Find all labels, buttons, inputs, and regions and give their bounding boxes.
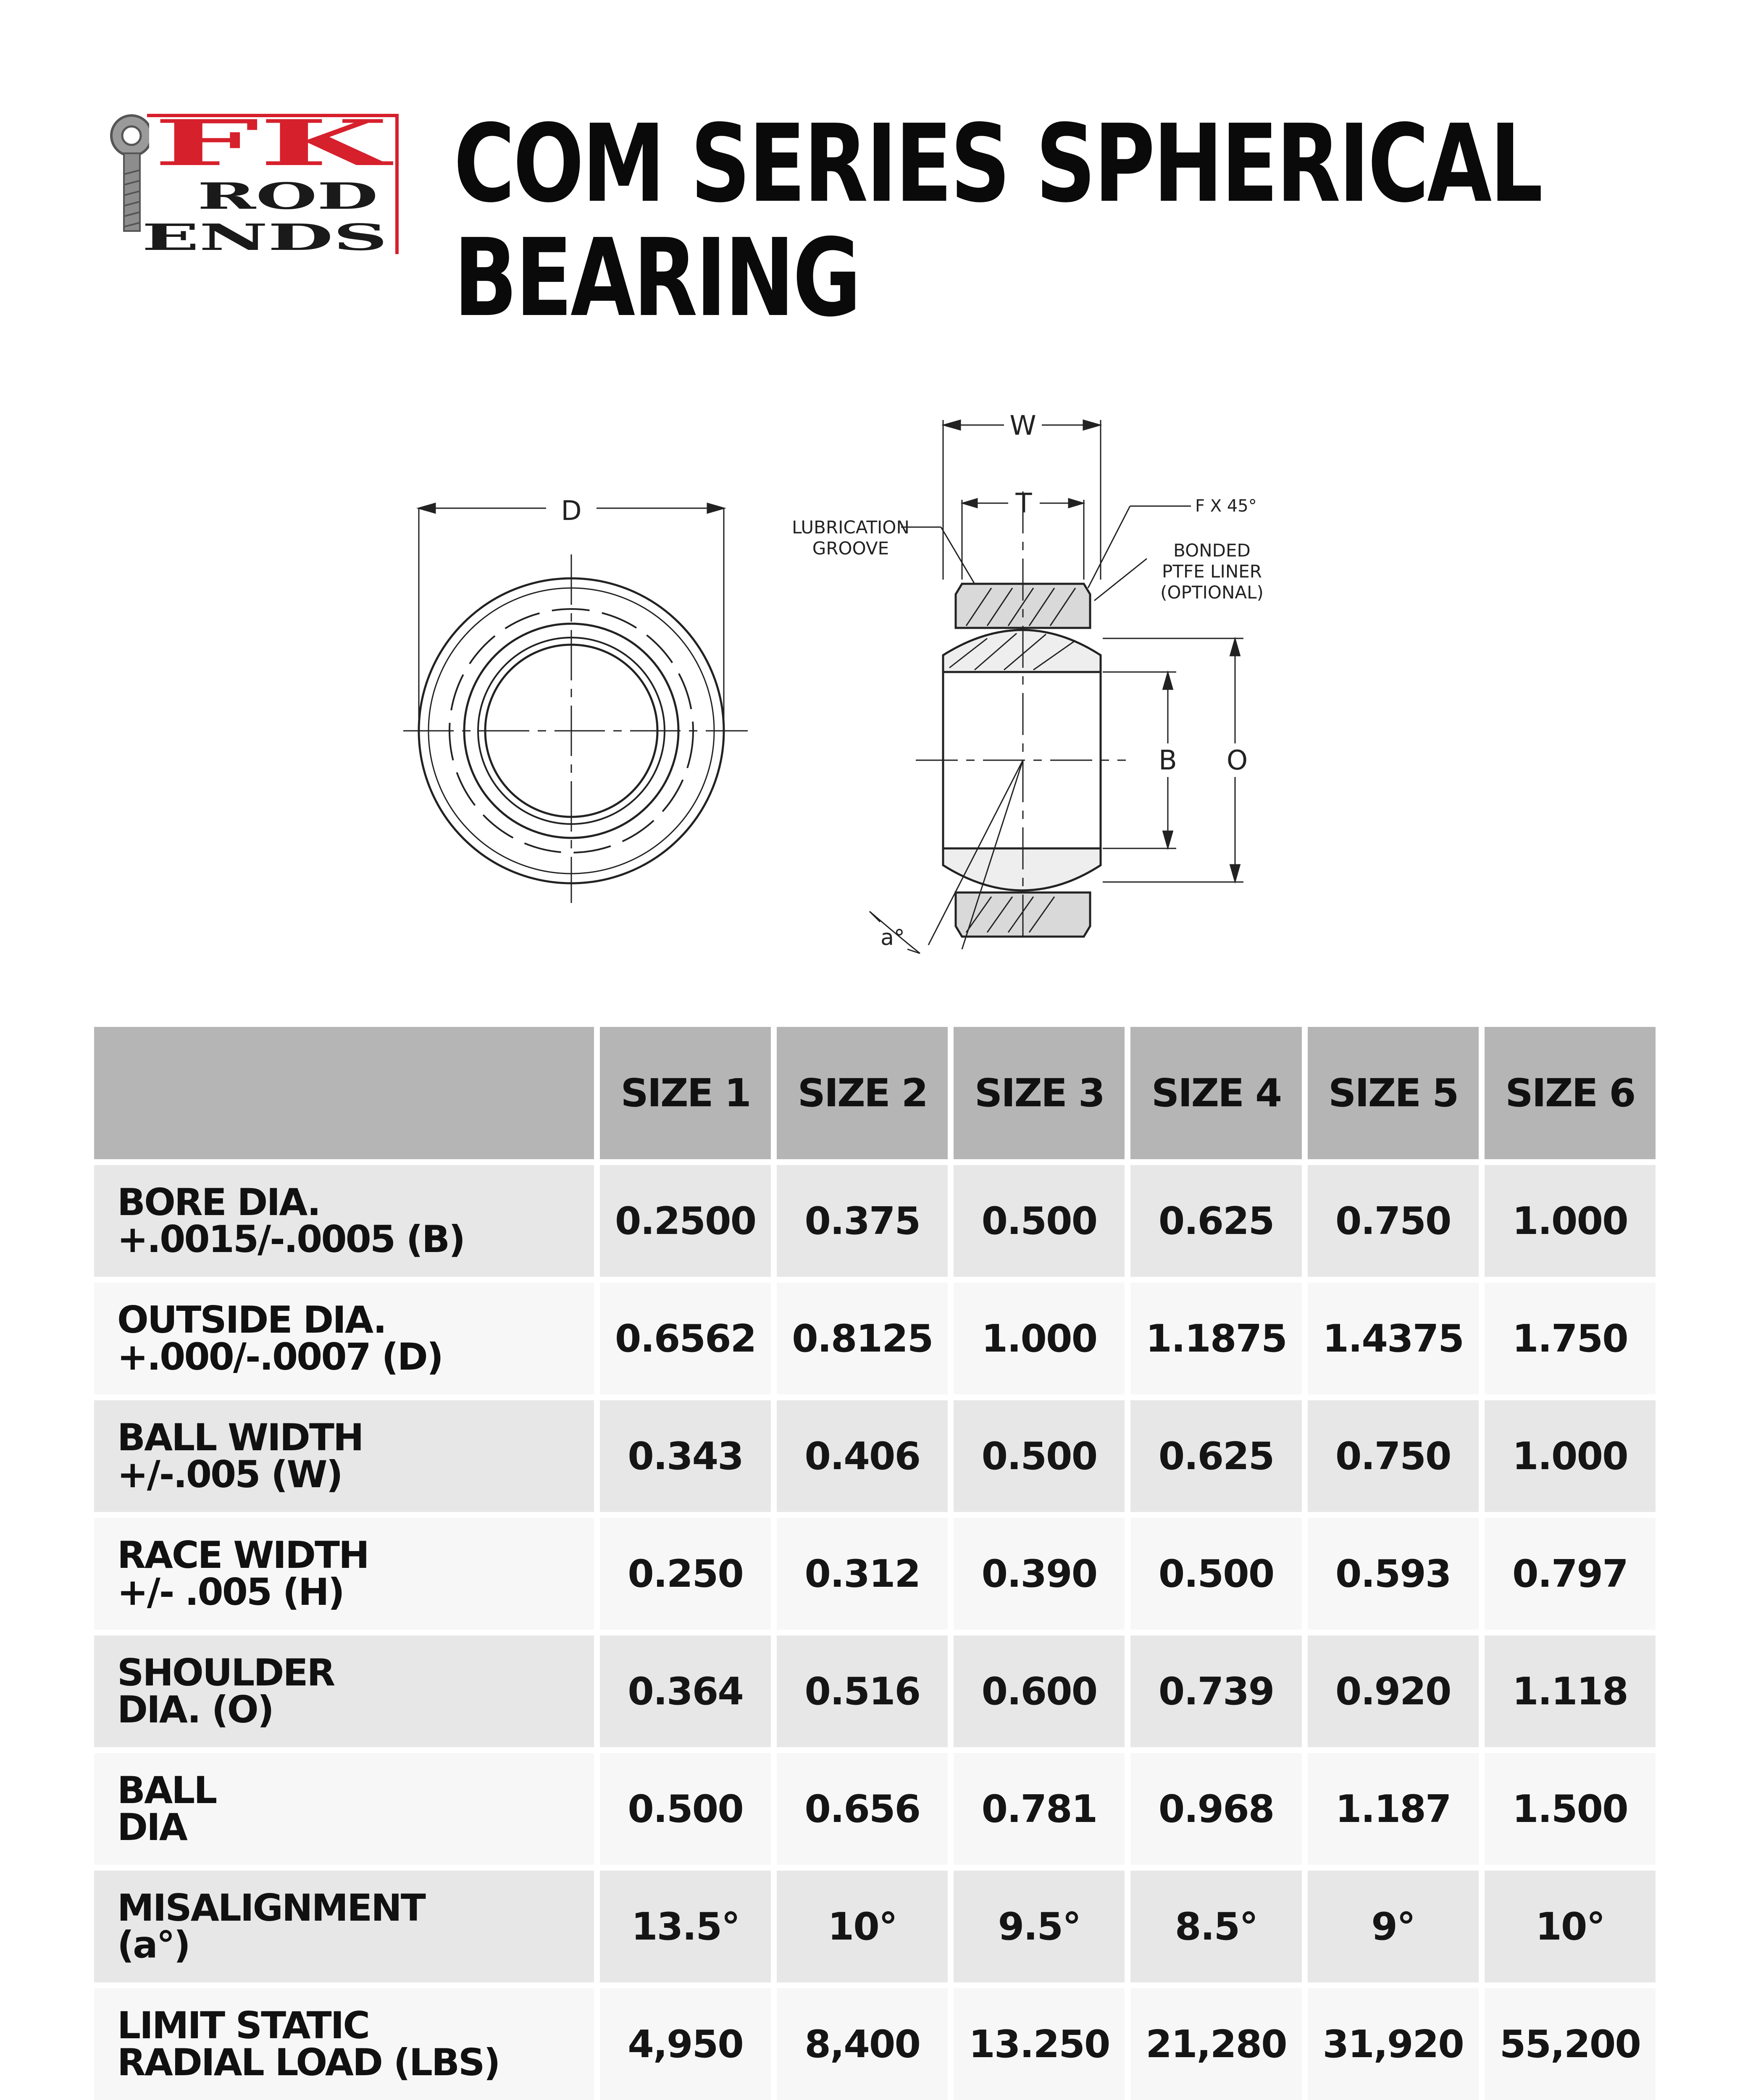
dim-label-t: T [1015, 488, 1032, 519]
table-cell: 0.390 [954, 1518, 1125, 1630]
spec-table [88, 1021, 1661, 2100]
table-cell: 0.364 [600, 1635, 771, 1747]
table-cell: 4,950 [600, 1988, 771, 2100]
table-cell: 0.593 [1308, 1518, 1479, 1630]
table-cell: 0.500 [954, 1165, 1125, 1277]
row-label [94, 1871, 594, 1982]
table-cell: 0.656 [777, 1753, 948, 1865]
row-label-line: MISALIGNMENT [117, 1886, 425, 1929]
table-cell: 0.625 [1130, 1400, 1301, 1512]
table-cell: 0.500 [600, 1753, 771, 1865]
row-label-line: +.000/-.0007 (D) [117, 1335, 442, 1378]
column-header: SIZE 4 [1130, 1027, 1301, 1159]
table-cell: 1.187 [1308, 1753, 1479, 1865]
table-cell: 1.000 [954, 1283, 1125, 1394]
side-view [870, 420, 1243, 953]
table-cell: 1.750 [1485, 1283, 1656, 1394]
row-label-line: DIA [117, 1806, 187, 1849]
row-label-line: RACE WIDTH [117, 1533, 368, 1577]
logo-rod-text: ROD [197, 175, 378, 218]
table-cell: 21,280 [1130, 1988, 1301, 2100]
row-label-line: LIMIT STATIC [117, 2004, 369, 2047]
dim-label-d: D [561, 496, 582, 527]
table-cell: 0.343 [600, 1400, 771, 1512]
dim-label-angle: a° [880, 925, 905, 950]
table-cell: 8,400 [777, 1988, 948, 2100]
rod-end-icon [111, 116, 152, 231]
table-cell: 0.739 [1130, 1635, 1301, 1747]
table-cell: 0.625 [1130, 1165, 1301, 1277]
label-optional: (OPTIONAL) [1160, 582, 1264, 603]
label-lubrication: LUBRICATION [792, 517, 909, 538]
table-header-row [94, 1027, 1656, 1159]
table-row [94, 1400, 1656, 1512]
table-cell: 13.250 [954, 1988, 1125, 2100]
dim-label-b: B [1159, 745, 1177, 776]
row-label [94, 1518, 594, 1630]
table-cell: 0.250 [600, 1518, 771, 1630]
table-cell: 0.920 [1308, 1635, 1479, 1747]
table-cell: 0.2500 [600, 1165, 771, 1277]
table-cell: 0.500 [1130, 1518, 1301, 1630]
table-cell: 0.516 [777, 1635, 948, 1747]
table-cell: 0.6562 [600, 1283, 771, 1394]
table-cell: 0.500 [954, 1400, 1125, 1512]
column-header: SIZE 5 [1308, 1027, 1479, 1159]
title-line-2: BEARING [454, 216, 859, 341]
row-label-line: BALL [117, 1769, 216, 1812]
row-label-line: RADIAL LOAD (LBS) [117, 2041, 499, 2084]
table-cell: 0.750 [1308, 1400, 1479, 1512]
table-cell: 0.406 [777, 1400, 948, 1512]
row-label [94, 1635, 594, 1747]
column-header: SIZE 1 [600, 1027, 771, 1159]
table-cell: 10° [1485, 1871, 1656, 1982]
table-row [94, 1753, 1656, 1865]
row-label-line: DIA. (O) [117, 1688, 273, 1731]
row-label [94, 1400, 594, 1512]
label-groove: GROOVE [812, 538, 889, 559]
table-cell: 55,200 [1485, 1988, 1656, 2100]
row-label [94, 1753, 594, 1865]
row-label [94, 1165, 594, 1277]
table-row [94, 1283, 1656, 1394]
table-row [94, 1871, 1656, 1982]
dim-label-w: W [1009, 410, 1036, 441]
table-cell: 9.5° [954, 1871, 1125, 1982]
table-cell: 1.500 [1485, 1753, 1656, 1865]
table-cell: 13.5° [600, 1871, 771, 1982]
row-label-line: +.0015/-.0005 (B) [117, 1218, 465, 1261]
table-cell: 0.968 [1130, 1753, 1301, 1865]
table-cell: 0.600 [954, 1635, 1125, 1747]
bearing-technical-drawing [378, 403, 1344, 970]
table-cell: 31,920 [1308, 1988, 1479, 2100]
table-cell: 1.4375 [1308, 1283, 1479, 1394]
table-row [94, 1988, 1656, 2100]
table-cell: 0.312 [777, 1518, 948, 1630]
row-label [94, 1988, 594, 2100]
logo-ends-text: ENDS [142, 216, 388, 259]
table-cell: 0.750 [1308, 1165, 1479, 1277]
front-view [403, 504, 748, 903]
column-header: SIZE 2 [777, 1027, 948, 1159]
fk-rod-ends-logo [107, 111, 401, 260]
label-bonded: BONDED [1173, 540, 1251, 561]
row-label-line: BALL WIDTH [117, 1416, 363, 1459]
table-cell: 0.375 [777, 1165, 948, 1277]
logo-fk-text: FK [153, 111, 393, 180]
table-cell: 8.5° [1130, 1871, 1301, 1982]
page-title [454, 102, 1541, 341]
row-label-line: (a°) [117, 1923, 189, 1966]
dim-label-o: O [1226, 745, 1248, 776]
table-row [94, 1165, 1656, 1277]
table-row [94, 1635, 1656, 1747]
row-label-line: BORE DIA. [117, 1181, 320, 1224]
table-cell: 0.781 [954, 1753, 1125, 1865]
table-row [94, 1518, 1656, 1630]
label-ptfe-liner: PTFE LINER [1162, 561, 1262, 582]
dim-label-f: F X 45° [1195, 496, 1257, 516]
table-cell: 1.1875 [1130, 1283, 1301, 1394]
table-cell: 9° [1308, 1871, 1479, 1982]
row-label-line: OUTSIDE DIA. [117, 1298, 386, 1341]
table-cell: 1.118 [1485, 1635, 1656, 1747]
row-label [94, 1283, 594, 1394]
table-cell: 0.8125 [777, 1283, 948, 1394]
table-cell: 1.000 [1485, 1400, 1656, 1512]
row-label-line: +/- .005 (H) [117, 1570, 344, 1614]
title-line-1: COM SERIES SPHERICAL [454, 102, 1541, 226]
table-cell: 10° [777, 1871, 948, 1982]
table-header-corner [94, 1027, 594, 1159]
table-cell: 0.797 [1485, 1518, 1656, 1630]
row-label-line: +/-.005 (W) [117, 1453, 342, 1496]
column-header: SIZE 3 [954, 1027, 1125, 1159]
column-header: SIZE 6 [1485, 1027, 1656, 1159]
row-label-line: SHOULDER [117, 1651, 334, 1694]
table-cell: 1.000 [1485, 1165, 1656, 1277]
